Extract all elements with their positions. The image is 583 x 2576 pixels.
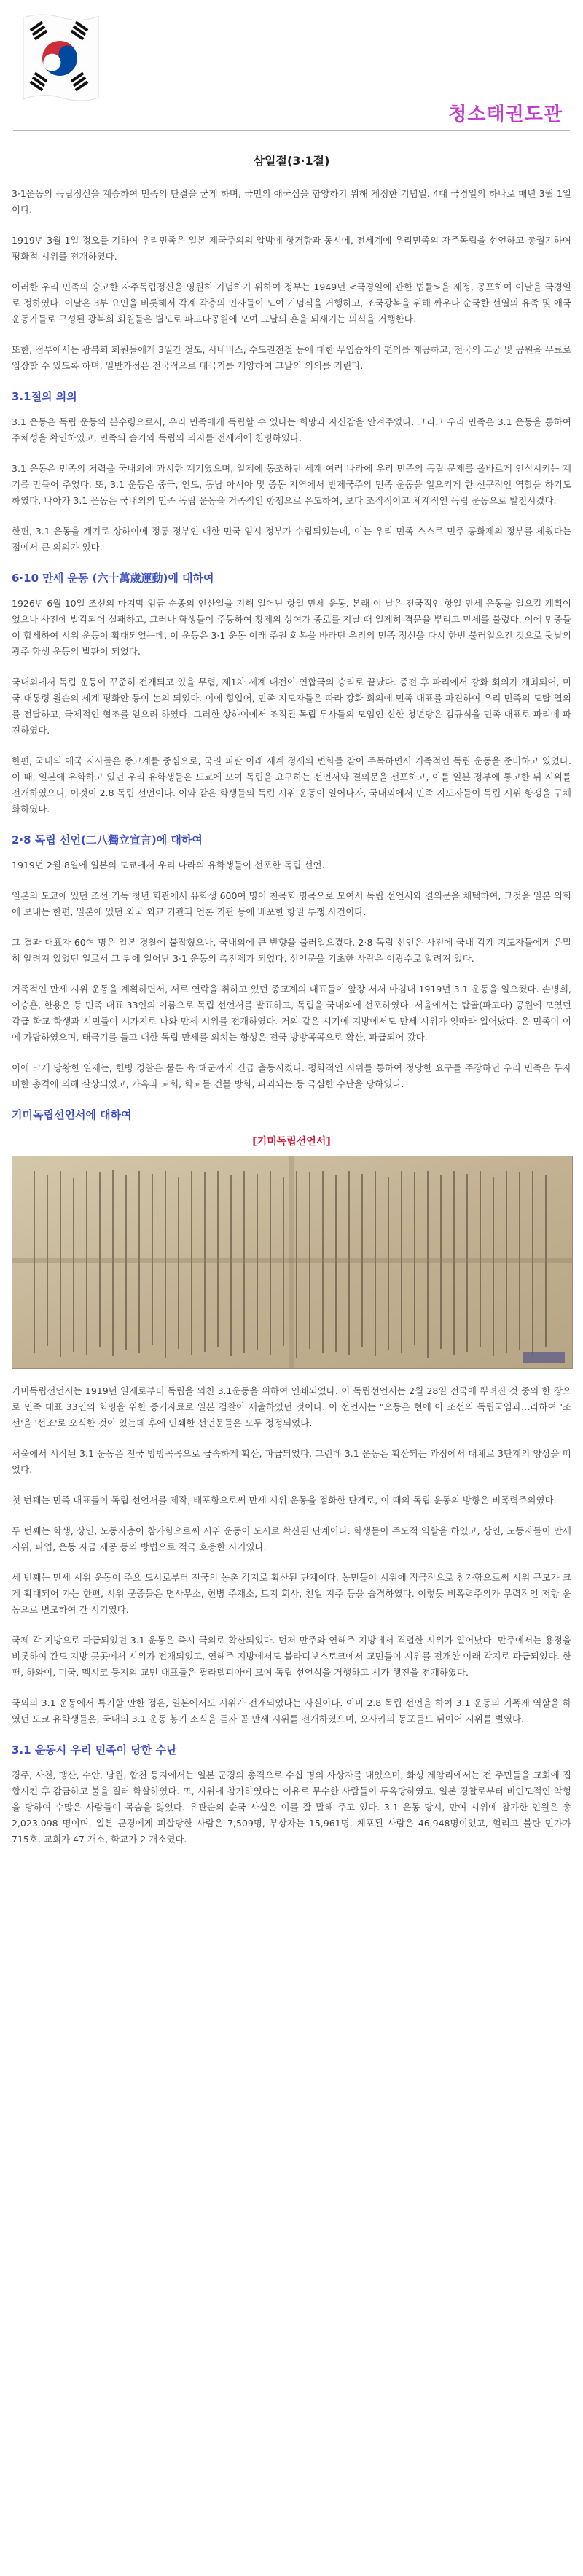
paragraph: 거족적인 만세 시위 운동을 계획하면서, 서로 연락을 취하고 있던 종교계의 대표들이 앞장 서서 마침내 1919년 3.1 운동을 일으켰다. 손병희, 이승훈, 한용운 등 민족 대표 33인의 이름으로 독립 선언서를 발표하고, 독립을 국내외에 선포하였다. 서울에서는 탑골(파고다) 공원에 모였던 각급 학교 학생과 시민들이 시가지로 나와 만세 시위를 전개하였다. 거의 같은 시기에 지방에서도 만세 시위가 잇따라 일어났다. 온 민족이 이에 가담하였으며, 태극기를 들고 대한 독립 만세를 외치는 함성은 전국 방방곡곡으로 확산, 파급되어 갔다.	[12, 984, 571, 1043]
paragraph: 국내외에서 독립 운동이 꾸준히 전개되고 있을 무렵, 제1차 세계 대전이 연합국의 승리로 끝났다. 종전 후 파리에서 강화 회의가 개최되어, 미국 대통령 윌슨의 세계 평화안 등이 논의 되었다. 이에 힘입어, 민족 지도자들은 따라 강화 회의에 민족 대표를 파견하여 우리 민족의 도탈 열의를 전달하고, 국제적인 협조를 얻으려 하였다. 그러한 상하이에서 조직된 독립 투사들의 모임인 신한 청년당은 김규식을 민족 대표로 파리에 파견하였다.	[12, 677, 571, 736]
declaration-figure	[12, 1134, 571, 1369]
intro-section	[12, 186, 571, 374]
article	[12, 152, 571, 1862]
paragraph: 첫 번째는 민족 대표들이 독립 선언서를 제작, 배포함으로써 만세 시위 운동을 점화한 단계로, 이 때의 독립 운동의 방향은 비폭력주의였다.	[12, 1495, 557, 1506]
gimi-section	[12, 1107, 571, 1727]
paragraph: 1919년 2월 8일에 일본의 도쿄에서 우리 나라의 유학생들이 선포한 독립 선언.	[12, 860, 325, 871]
section-heading: 2·8 독립 선언(二八獨立宣言)에 대하여	[12, 833, 203, 847]
section-heading: 3.1절의 의의	[12, 390, 77, 403]
paragraph: 서울에서 시작된 3.1 운동은 전국 방방곡곡으로 급속하게 확산, 파급되었다. 그런데 3.1 운동은 확산되는 과정에서 대체로 3단계의 양상을 띠었다.	[12, 1448, 571, 1475]
suffering-section	[12, 1742, 571, 1848]
paragraph: 1919년 3월 1일 정오를 기하여 우리민족은 일본 제국주의의 압박에 항거함과 동시에, 전세계에 우리민족의 자주독립을 선언하고 총궐기하여 평화적 시위를 전개하였다.	[12, 235, 571, 262]
section-heading: 6·10 만세 운동 (六十萬歲運動)에 대하여	[12, 572, 214, 585]
paragraph: 3·1운동의 독립정신을 계승하여 민족의 단결을 굳게 하며, 국민의 애국심을 함양하기 위해 제정한 기념일. 4대 국경일의 하나로 매년 3월 1일이다.	[12, 188, 571, 215]
paragraph: 1926년 6월 10일 조선의 마지막 임금 순종의 인산일을 기해 일어난 항일 만세 운동. 본래 이 날은 전국적인 항일 만세 운동을 일으킬 계획이었으나 사전에 발각되어 실패하고, 그러나 학생들이 주동하여 황제의 상여가 종로를 지날 때 일제히 격문을 뿌리고 만세를 불렀다. 이에 민중들이 합세하여 시위 운동이 확대되었는데, 이 운동은 3·1 운동 이래 주권 회복을 바라던 우리의 민족 정신을 다시 한번 불러일으킨 것으로 뒷날의 광주 학생 운동의 발판이 되었다.	[12, 598, 571, 657]
paragraph: 그 결과 대표자 60여 명은 일본 경찰에 붙잡혔으나, 국내외에 큰 반향을 불러일으켰다. 2·8 독립 선언은 사전에 국내 각계 지도자들에게 은밀히 알려져 있었던 일로서 그 뒤에 일어난 3·1 운동의 촉진제가 되었다. 선언문을 기초한 사람은 이광수로 알려져 있다.	[12, 937, 571, 964]
paragraph: 두 번째는 학생, 상인, 노동자층이 참가함으로써 시위 운동이 도시로 확산된 단계이다. 학생들이 주도적 역할을 하였고, 상인, 노동자들이 만세 시위, 파업, 운동 자금 제공 등의 방법으로 적극 호응한 시기였다.	[12, 1525, 571, 1552]
paragraph: 세 번째는 만세 시위 운동이 주요 도시로부터 전국의 농촌 각지로 확산된 단계이다. 농민들이 시위에 적극적으로 참가함으로써 시위 규모가 크게 확대되어 가는 한편, 시위 군중들은 면사무소, 헌병 주재소, 토지 회사, 친일 지주 등을 습격하였다. 이렇듯 비폭력주의가 무력적인 저항 운동으로 변모하여 간 시기였다.	[12, 1572, 571, 1615]
paragraph: 이러한 우리 민족의 숭고한 자주독립정신을 영원히 기념하기 위하여 정부는 1949년 <국경일에 관한 법률>을 제정, 공포하여 이날을 국경일로 정하였다. 이날은 3부 요인을 비롯해서 각계 각층의 인사들이 모여 기념식을 거행하고, 조국광복을 위해 싸우다 순국한 선열의 유족 및 애국운동가들로 구성된 광복회 회원들은 별도로 파고다공원에 모여 그날의 흔을 되새기는 의식을 거행한다.	[12, 281, 571, 324]
paragraph: 국제 각 지방으로 파급되었던 3.1 운동은 즉시 국외로 확산되었다. 먼저 만주와 연해주 지방에서 격렬한 시위가 일어났다. 만주에서는 용정을 비롯하여 간도 지방 곳곳에서 시위가 전개되었고, 연해주 지방에서도 블라디보스토크에서 교민들이 시위를 전개한 이래 각지로 파급되었다. 한편, 하와이, 미국, 멕시코 등지의 교민 대표들은 필라델피아에 모여 독립 선언식을 거행하고 시가 행진을 전개하였다.	[12, 1635, 571, 1678]
paragraph: 또한, 정부에서는 광복회 회원들에게 3일간 철도, 시내버스, 수도권전철 등에 대한 무임승차의 편의를 제공하고, 전국의 고궁 및 공원을 무료로 입장할 수 있도록 하며, 일반가정은 전국적으로 태극기를 게양하여 그날의 의의를 기린다.	[12, 344, 571, 371]
section-heading: 기미독립선언서에 대하여	[12, 1108, 132, 1121]
paragraph: 기미독립선언서는 1919년 일제로부터 독립을 외친 3.1운동을 위하여 인쇄되었다. 이 독립선언서는 2월 28일 전국에 뿌려진 것 중의 한 장으로 민족 대표 33인의 회명을 위한 증거자료로 일본 검찰이 제출하였던 것이다. 이 선언서는 "오등은 현에 아 조선의 독립국임과…라하여 '조선'을 '선조'로 오식한 것이 있는데 후에 인쇄한 선언문들은 모두 정정되었다.	[12, 1385, 571, 1428]
page-title: 삼일절(3·1절)	[253, 154, 330, 168]
paragraph: 일본의 도쿄에 있던 조선 기독 청년 회관에서 유학생 600여 명이 친목회 명목으로 모여서 독립 선언서와 결의문을 채택하여, 그것을 일본 의회에 보내는 한편, 일본에 있던 외국 외교 기관과 언론 기관 등에 배포한 항일 투쟁 사건이다.	[12, 890, 571, 917]
paragraph: 경주, 사천, 맹산, 수안, 남원, 합천 등지에서는 일본 군경의 총격으로 수십 명의 사상자를 내었으며, 화성 제암리에서는 전 주민들을 교회에 집합시킨 후 감금하고 불을 질러 학살하였다. 또, 시위에 참가하였다는 이유로 무수한 사람들이 투옥당하였고, 일본 경찰로부터 비인도적인 악형을 당하여 수많은 사람들이 목숨을 잃었다. 유관순의 순국 사실은 이를 잘 말해 주고 있다. 3.1 운동 당시, 만여 시위에 참가한 인원은 총 2,023,098 명이며, 일본 군경에게 피살당한 사람은 7,509명, 부상자는 15,961명, 체포된 사람은 46,948명이었고, 헐리고 불탄 민가가 715호, 교회가 47 개소, 학교가 2 개소였다.	[12, 1770, 571, 1845]
declaration-image	[12, 1156, 573, 1369]
paragraph: 이에 크게 당황한 일제는, 헌병 경찰은 물론 육·해군까지 긴급 출동시켰다. 평화적인 시위를 통하여 정당한 요구를 주장하던 우리 민족은 무자비한 총격에 의해 살상되었고, 가옥과 교회, 학교들 건물 방화, 파괴되는 등 극심한 수난을 당하였다.	[12, 1062, 571, 1089]
paragraph: 한편, 3.1 운동을 계기로 상하이에 정통 정부인 대한 민국 임시 정부가 수립되었는데, 이는 우리 민족 스스로 민주 공화제의 정부를 세웠다는 점에서 큰 의의가 있다.	[12, 526, 571, 553]
taegukgi-flag-icon	[13, 9, 99, 105]
paragraph: 국외의 3.1 운동에서 특기할 만한 점은, 일본에서도 시위가 전개되었다는 사실이다. 이미 2.8 독립 선언을 하여 3.1 운동의 기폭제 역할을 하였던 도쿄 유학생들은, 국내의 3.1 운동 봉기 소식을 듣자 곧 만세 시위를 전개하였으며, 오사카의 동포들도 뒤이어 시위를 벌였다.	[12, 1697, 571, 1724]
site-title: 청소태권도관	[448, 104, 563, 125]
header-divider	[13, 130, 570, 131]
two-eight-section	[12, 832, 571, 1092]
paragraph: 3.1 운동은 민족의 저력을 국내외에 과시한 계기였으며, 일제에 동조하던 세계 여러 나라에 우리 민족의 독립 문제를 올바르게 인식시키는 계기를 만들어 주었다. 또, 3.1 운동은 중국, 인도, 동남 아시아 및 중동 지역에서 반제국주의 민족 운동을 일으키게 한 선구적인 역할을 하기도 하였다. 나아가 3.1 운동은 국내외의 민족 독립 운동을 거족적인 항쟁으로 유도하여, 보다 조직적이고 체계적인 독립 운동으로 발전시켰다.	[12, 463, 571, 506]
section-heading: 3.1 운동시 우리 민족이 당한 수난	[12, 1743, 177, 1756]
paragraph: 3.1 운동은 독립 운동의 분수령으로서, 우리 민족에게 독립할 수 있다는 희망과 자신감을 안겨주었다. 그리고 우리 민족은 3.1 운동을 통하여 주체성을 확인하였고, 민족의 슬기와 독립의 의지를 전세계에 천명하였다.	[12, 416, 571, 443]
meaning-section	[12, 389, 571, 556]
paragraph: 한편, 국내의 애국 지사들은 종교계를 중심으로, 국권 피탈 이래 세계 정세의 변화를 같이 주목하면서 거족적인 독립 운동을 준비하고 있었다. 이 때, 일본에 유학하고 있던 우리 유학생들은 도쿄에 모여 독립을 요구하는 선언서와 결의문을 선포하고, 이를 일본 정부에 통고한 뒤 시위를 전개하였으니, 이것이 2.8 독립 선언이다. 이와 같은 학생들의 독립 시위 운동이 일어나자, 국내외에서 민족 지도자들이 독립 시위 항쟁을 구체화하였다.	[12, 755, 571, 814]
six-ten-section	[12, 570, 571, 817]
declaration-caption: [기미독립선언서]	[252, 1136, 331, 1148]
page-header	[0, 0, 583, 139]
declaration-scan-icon	[12, 1156, 572, 1368]
